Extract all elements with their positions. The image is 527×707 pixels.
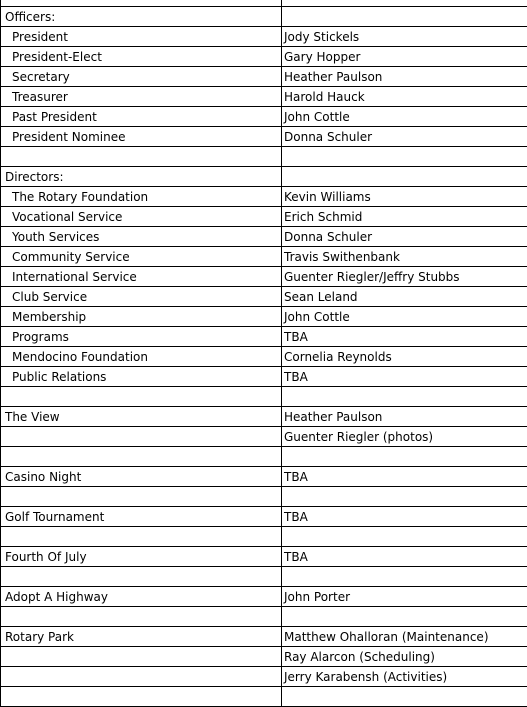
name-cell[interactable] (282, 387, 527, 407)
table-row (1, 167, 527, 187)
role-cell[interactable]: Youth Services (1, 227, 282, 247)
name-cell[interactable]: TBA (282, 547, 527, 567)
role-cell[interactable]: Community Service (1, 247, 282, 267)
section-cell[interactable] (1, 447, 282, 467)
table-row (1, 407, 527, 427)
role-cell[interactable]: Vocational Service (1, 207, 282, 227)
name-cell[interactable]: TBA (282, 507, 527, 527)
table-row (1, 147, 527, 167)
role-cell[interactable]: President (1, 27, 282, 47)
name-cell[interactable]: Travis Swithenbank (282, 247, 527, 267)
role-cell[interactable]: Past President (1, 107, 282, 127)
section-cell[interactable] (1, 647, 282, 667)
name-cell[interactable]: John Cottle (282, 107, 527, 127)
section-cell[interactable] (1, 487, 282, 507)
name-cell[interactable]: Matthew Ohalloran (Maintenance) (282, 627, 527, 647)
name-cell[interactable] (282, 607, 527, 627)
table-row (1, 307, 527, 327)
table-row (1, 87, 527, 107)
table-row (1, 467, 527, 487)
name-cell[interactable]: Cornelia Reynolds (282, 347, 527, 367)
role-cell[interactable]: The Rotary Foundation (1, 187, 282, 207)
section-cell[interactable]: Directors: (1, 167, 282, 187)
section-cell[interactable] (1, 667, 282, 687)
table-row (1, 367, 527, 387)
name-cell[interactable] (282, 7, 527, 27)
table-row (1, 187, 527, 207)
table-row (1, 27, 527, 47)
section-cell[interactable] (1, 387, 282, 407)
role-cell[interactable]: President-Elect (1, 47, 282, 67)
name-cell[interactable]: TBA (282, 367, 527, 387)
table-row (1, 587, 527, 607)
name-cell[interactable]: Erich Schmid (282, 207, 527, 227)
name-cell[interactable]: Jody Stickels (282, 27, 527, 47)
table-row (1, 667, 527, 687)
table-row (1, 527, 527, 547)
name-cell[interactable] (282, 147, 527, 167)
spreadsheet-body (1, 0, 527, 707)
role-cell[interactable]: Club Service (1, 287, 282, 307)
name-cell[interactable]: Donna Schuler (282, 127, 527, 147)
table-row (1, 327, 527, 347)
name-cell[interactable]: Gary Hopper (282, 47, 527, 67)
role-cell[interactable]: Treasurer (1, 87, 282, 107)
name-cell[interactable]: TBA (282, 467, 527, 487)
name-cell[interactable]: Heather Paulson (282, 407, 527, 427)
table-row (1, 427, 527, 447)
table-row (1, 107, 527, 127)
table-row (1, 447, 527, 467)
table-row (1, 627, 527, 647)
name-cell[interactable]: Ray Alarcon (Scheduling) (282, 647, 527, 667)
name-cell[interactable] (282, 567, 527, 587)
role-cell[interactable]: Mendocino Foundation (1, 347, 282, 367)
section-cell[interactable] (1, 567, 282, 587)
name-cell[interactable]: Guenter Riegler (photos) (282, 427, 527, 447)
section-cell[interactable]: Adopt A Highway (1, 587, 282, 607)
name-cell[interactable] (282, 487, 527, 507)
section-cell[interactable]: Officers: (1, 7, 282, 27)
name-cell[interactable]: Jerry Karabensh (Activities) (282, 667, 527, 687)
role-cell[interactable]: Public Relations (1, 367, 282, 387)
table-row (1, 647, 527, 667)
table-row (1, 47, 527, 67)
table-row (1, 507, 527, 527)
section-cell[interactable] (1, 147, 282, 167)
table-row (1, 347, 527, 367)
role-cell[interactable]: Membership (1, 307, 282, 327)
table-row (1, 287, 527, 307)
name-cell[interactable] (282, 527, 527, 547)
table-row (1, 67, 527, 87)
name-cell[interactable]: Heather Paulson (282, 67, 527, 87)
section-cell[interactable]: Rotary Park (1, 627, 282, 647)
role-cell[interactable]: Programs (1, 327, 282, 347)
table-row (1, 607, 527, 627)
name-cell[interactable]: Kevin Williams (282, 187, 527, 207)
section-cell[interactable]: The View (1, 407, 282, 427)
section-cell[interactable]: Golf Tournament (1, 507, 282, 527)
name-cell[interactable]: Harold Hauck (282, 87, 527, 107)
name-cell[interactable]: John Cottle (282, 307, 527, 327)
table-row (1, 267, 527, 287)
role-cell[interactable]: International Service (1, 267, 282, 287)
name-cell[interactable]: John Porter (282, 587, 527, 607)
table-row (1, 247, 527, 267)
table-row (1, 487, 527, 507)
name-cell[interactable] (282, 687, 527, 707)
table-row (1, 7, 527, 27)
name-cell[interactable]: Guenter Riegler/Jeffry Stubbs (282, 267, 527, 287)
section-cell[interactable] (1, 527, 282, 547)
role-cell[interactable]: President Nominee (1, 127, 282, 147)
name-cell[interactable]: Sean Leland (282, 287, 527, 307)
section-cell[interactable]: Casino Night (1, 467, 282, 487)
section-cell[interactable] (1, 427, 282, 447)
table-row (1, 547, 527, 567)
name-cell[interactable]: TBA (282, 327, 527, 347)
table-row (1, 567, 527, 587)
section-cell[interactable] (1, 607, 282, 627)
name-cell[interactable] (282, 447, 527, 467)
table-row (1, 127, 527, 147)
name-cell[interactable] (282, 167, 527, 187)
section-cell[interactable] (1, 687, 282, 707)
table-row (1, 387, 527, 407)
table-row (1, 687, 527, 707)
name-cell[interactable]: Donna Schuler (282, 227, 527, 247)
table-row (1, 227, 527, 247)
section-cell[interactable]: Fourth Of July (1, 547, 282, 567)
role-cell[interactable]: Secretary (1, 67, 282, 87)
table-row (1, 207, 527, 227)
